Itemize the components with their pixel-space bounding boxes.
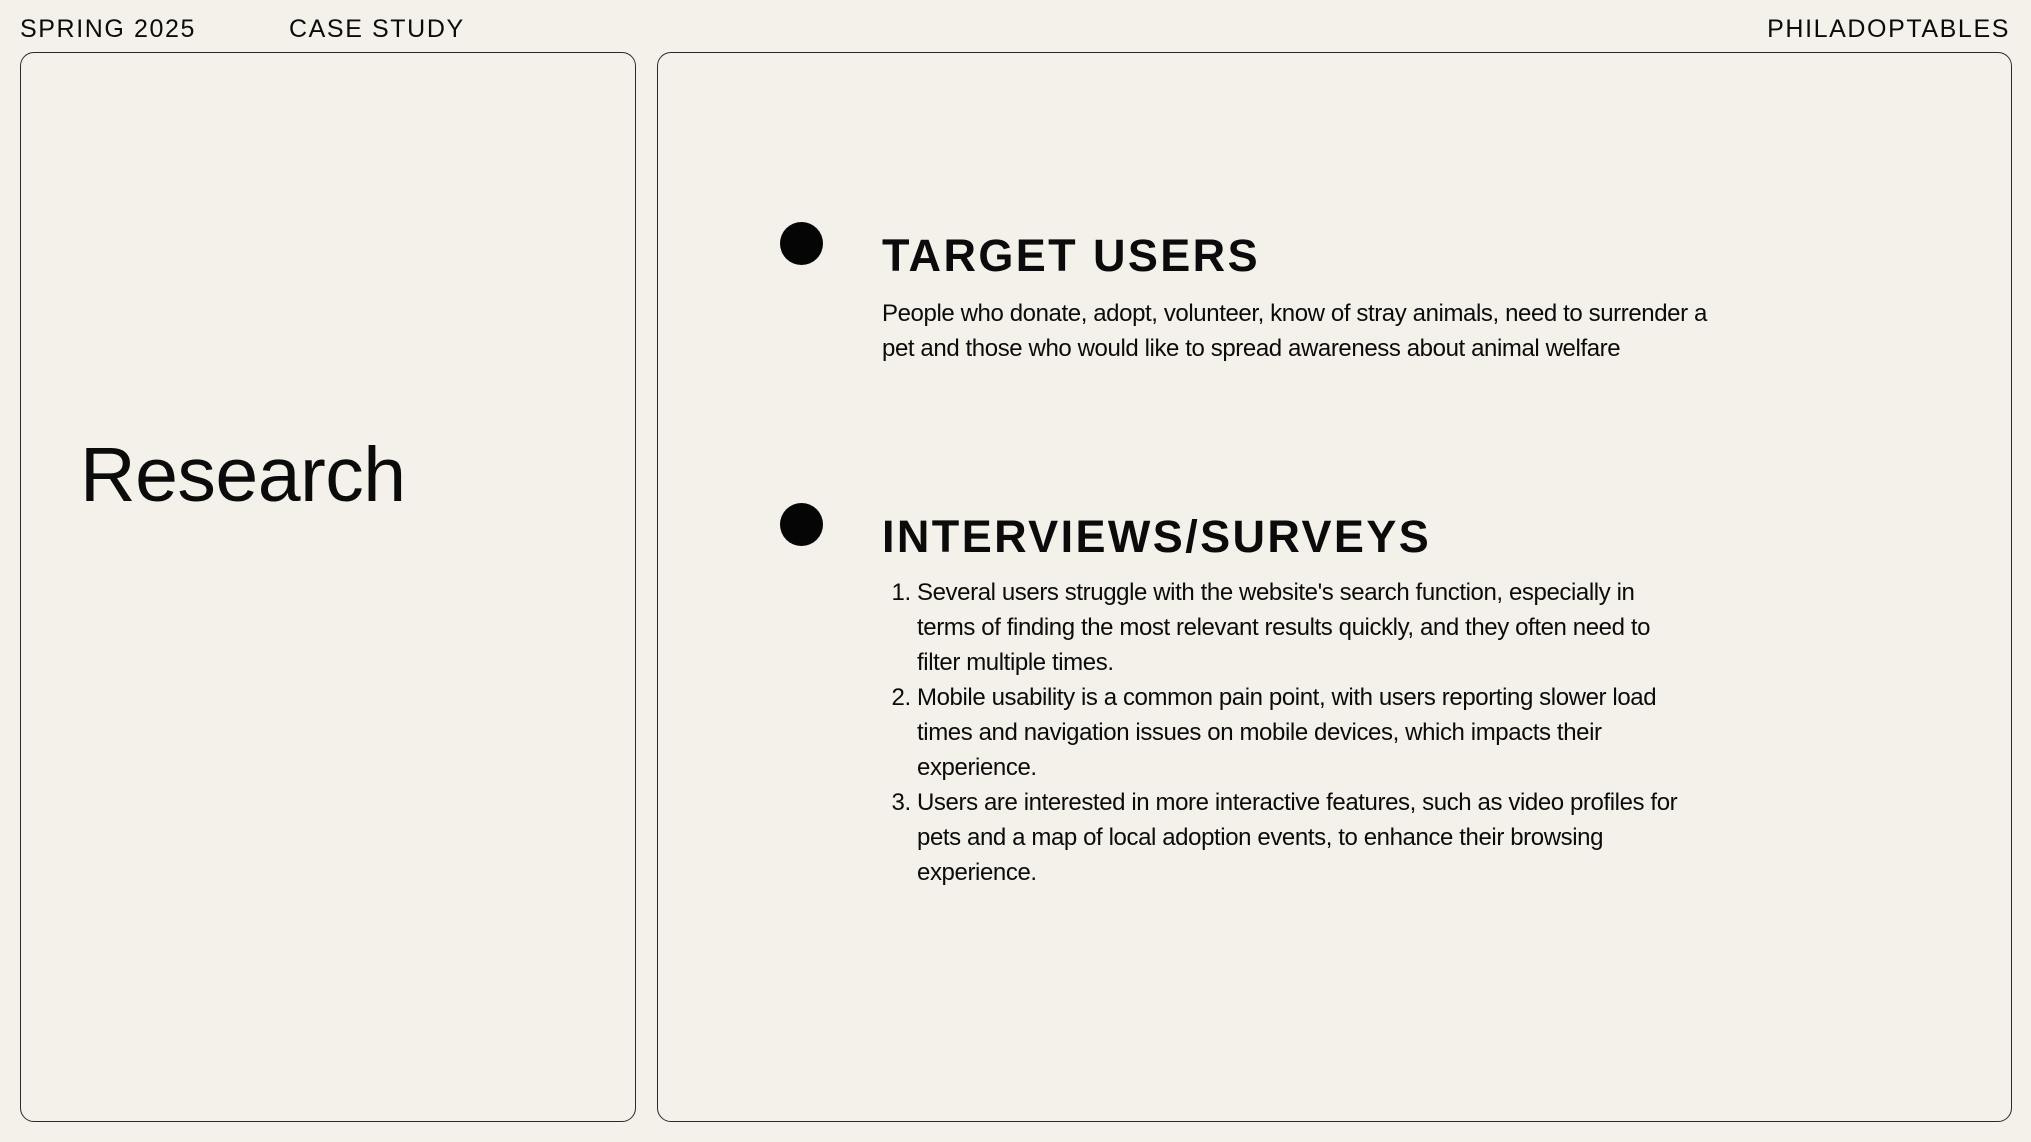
list-item: 3. Users are interested in more interactive features, such as video profiles for pets and a map of local adoption events, to enhance their browsing experience. <box>917 785 1687 890</box>
list-item: 2. Mobile usability is a common pain point, with users reporting slower load times and navigation issues on mobile devices, which impacts their experience. <box>917 680 1687 785</box>
target-users-heading: TARGET USERS <box>882 230 1260 281</box>
bullet-dot-icon <box>780 222 823 265</box>
season-label: SPRING 2025 <box>20 15 197 43</box>
interviews-heading: INTERVIEWS/SURVEYS <box>882 511 1432 562</box>
section-title: Research <box>80 432 406 518</box>
findings-list <box>882 575 1687 890</box>
target-users-section <box>882 228 1722 366</box>
case-study-label: CASE STUDY <box>289 15 465 43</box>
bullet-dot-icon <box>780 503 823 546</box>
target-users-description: People who donate, adopt, volunteer, know of stray animals, need to surrender a pet and those who would like to spread awareness about animal welfare <box>882 300 1707 362</box>
section-title-panel <box>20 52 636 1122</box>
list-item: 1. Several users struggle with the website's search function, especially in terms of finding the most relevant results quickly, and they often need to filter multiple times. <box>917 575 1687 680</box>
interviews-section <box>882 509 1722 890</box>
brand-label: PHILADOPTABLES <box>1767 15 2010 43</box>
research-content-panel <box>657 52 2012 1122</box>
